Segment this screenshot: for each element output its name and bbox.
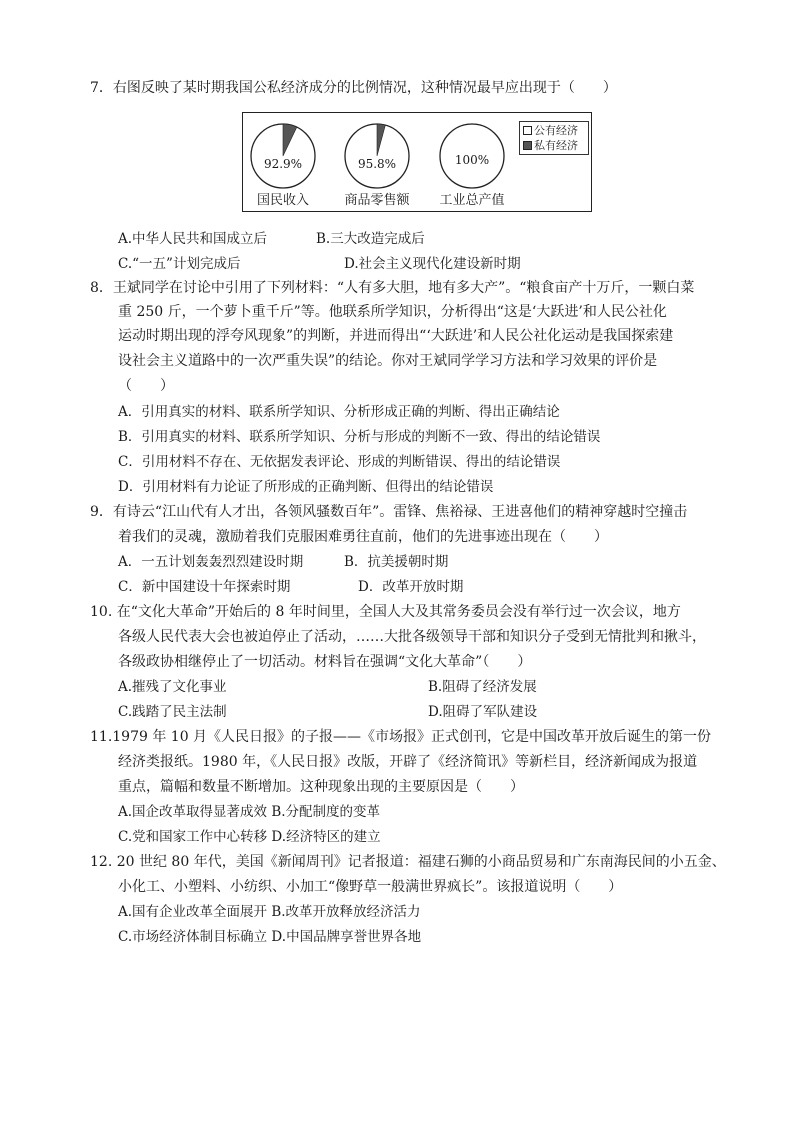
q8-option-b: B．引用真实的材料、联系所学知识、分析与形成的判断不一致、得出的结论错误 — [118, 429, 601, 445]
q10-stem-line-1: 10. 在“文化大革命”开始后的 8 年时间里，全国人大及其常务委员会没有举行过一次会议，地方 — [90, 604, 681, 620]
q10-option-b: B.阻碍了经济发展 — [428, 679, 537, 695]
pie-2-caption: 工业总产值 — [439, 193, 505, 208]
q8-stem-line-3: 运动时期出现的浮夸风现象”的判断，并进而得出“‘大跃进’和人民公社化运动是我国探索建 — [118, 328, 674, 344]
q9-option-d: D．改革开放时期 — [358, 579, 464, 595]
q12-options-ab: A.国有企业改革全面展开 B.改革开放释放经济活力 — [118, 904, 421, 920]
q10-option-c: C.践踏了民主法制 — [118, 704, 227, 720]
q8-stem-line-2: 重 250 斤，一个萝卜重千斤”等。他联系所学知识，分析得出“这是‘大跃进’和人民公社化 — [118, 304, 667, 320]
q9-option-c: C．新中国建设十年探索时期 — [118, 579, 291, 595]
pie-2-percent-label: 100% — [454, 153, 490, 167]
q12-stem-line-2: 小化工、小塑料、小纺织、小加工“像野草一般满世界疯长”。该报道说明（ ） — [118, 879, 623, 895]
q10-option-a: A.摧残了文化事业 — [118, 679, 227, 695]
q7-option-c: C.“一五”计划完成后 — [118, 256, 241, 272]
pie-1-percent-label: 95.8% — [357, 157, 397, 171]
q8-stem-line-1: 8．王斌同学在讨论中引用了下列材料：“人有多大胆，地有多大产”。“粮食亩产十万斤，一颗白菜 — [90, 280, 695, 296]
q9-stem-line-2: 着我们的灵魂，激励着我们克服困难勇往直前，他们的先进事迹出现在（ ） — [118, 529, 608, 545]
pie-chart-figure — [242, 112, 592, 212]
legend-item-public — [523, 123, 588, 138]
q7-stem-line-1: 7．右图反映了某时期我国公私经济成分的比例情况，这种情况最早应出现于（ ） — [90, 80, 617, 96]
q12-stem-line-1: 12. 20 世纪 80 年代，美国《新闻周刊》记者报道：福建石狮的小商品贸易和广东南海民间的小五金、 — [90, 854, 726, 870]
q10-option-d: D.阻碍了军队建设 — [428, 704, 538, 720]
q9-option-a: A．一五计划轰轰烈烈建设时期 — [118, 554, 304, 570]
q8-option-d: D．引用材料有力论证了所形成的正确判断、但得出的结论错误 — [118, 479, 494, 495]
legend-swatch-public — [523, 126, 532, 135]
q7-option-d: D.社会主义现代化建设新时期 — [344, 256, 521, 272]
q8-option-a: A．引用真实的材料、联系所学知识、分析形成正确的判断、得出正确结论 — [118, 404, 560, 420]
q8-stem-line-4: 设社会主义道路中的一次严重失误”的结论。你对王斌同学学习方法和学习效果的评价是 — [118, 353, 658, 369]
q9-option-b: B．抗美援朝时期 — [344, 554, 449, 570]
pie-0-percent-label: 92.9% — [263, 157, 303, 171]
q7-option-b: B.三大改造完成后 — [316, 231, 425, 247]
q11-options-cd: C.党和国家工作中心转移 D.经济特区的建立 — [118, 829, 381, 845]
q10-stem-line-2: 各级人民代表大会也被迫停止了活动，……大批各级领导干部和知识分子受到无情批判和揪斗， — [118, 629, 706, 645]
legend-label-public: 公有经济 — [534, 124, 578, 137]
legend-label-private: 私有经济 — [534, 139, 578, 152]
q12-options-cd: C.市场经济体制目标确立 D.中国品牌享誉世界各地 — [118, 929, 422, 945]
pie-1-caption: 商品零售额 — [344, 193, 410, 208]
pie-0-caption: 国民收入 — [256, 193, 309, 208]
chart-legend — [519, 121, 589, 155]
legend-item-private — [523, 138, 588, 153]
q8-option-c: C．引用材料不存在、无依据发表评论、形成的判断错误、得出的结论错误 — [118, 454, 561, 470]
q9-stem-line-1: 9．有诗云“江山代有人才出，各领风骚数百年”。雷锋、焦裕禄、王进喜他们的精神穿越时空撞击 — [90, 504, 688, 520]
q8-stem-line-5: （ ） — [118, 378, 174, 394]
q10-stem-line-3: 各级政协相继停止了一切活动。材料旨在强调“文化大革命”（ ） — [118, 654, 532, 670]
q7-option-a: A.中华人民共和国成立后 — [118, 231, 268, 247]
q11-stem-line-3: 重点，篇幅和数量不断增加。这种现象出现的主要原因是（ ） — [118, 779, 524, 795]
q11-options-ab: A.国企改革取得显著成效 B.分配制度的变革 — [118, 804, 381, 820]
q11-stem-line-1: 11.1979 年 10 月《人民日报》的子报——《市场报》正式创刊，它是中国改革开放后诞生的第一份 — [90, 729, 712, 745]
q11-stem-line-2: 经济类报纸。1980 年，《人民日报》改版，开辟了《经济简讯》等新栏目，经济新闻成为报道 — [118, 754, 698, 770]
legend-swatch-private — [523, 141, 532, 150]
